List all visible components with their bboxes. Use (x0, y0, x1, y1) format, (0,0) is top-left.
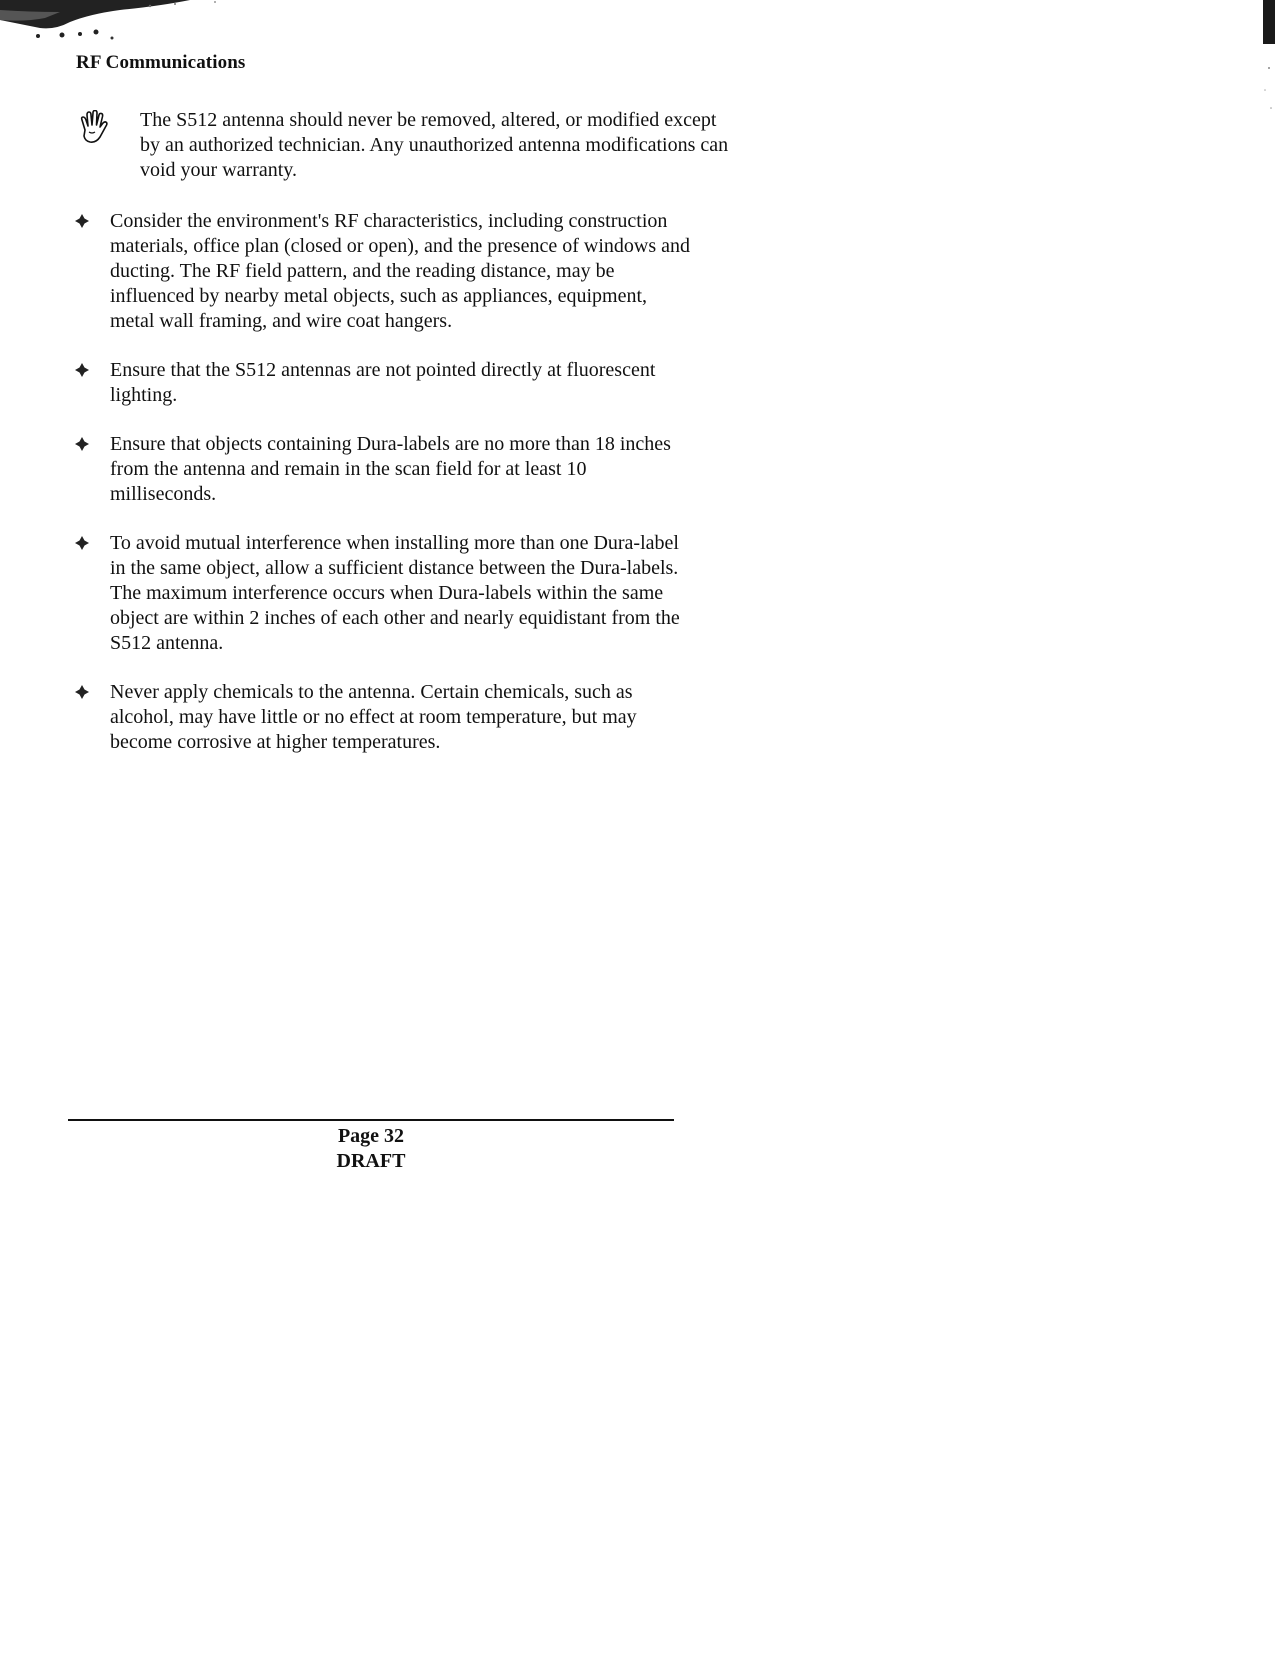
scan-edge-dots (1255, 60, 1275, 120)
footer-divider (68, 1119, 674, 1121)
diamond-bullet-icon (74, 362, 90, 378)
diamond-bullet-icon (74, 436, 90, 452)
page-number: Page 32 (337, 1125, 405, 1147)
list-item-text: Consider the environment's RF characteristics, including construction materials, office plan (closed or open), and the presence of windows and ducting. The RF field pattern, and the reading distance, may be influenced by nearby metal objects, such as appliances, equipment, metal wall framing, and wire coat hangers. (110, 210, 690, 332)
list-item (72, 432, 692, 507)
warning-note-text: The S512 antenna should never be removed, altered, or modified except by an authorized technician. Any unauthorized antenna modifications can void your warranty. (140, 109, 729, 181)
diamond-bullet-icon (74, 684, 90, 700)
list-item-text: Ensure that the S512 antennas are not pointed directly at fluorescent lighting. (110, 359, 656, 406)
list-item-text: Never apply chemicals to the antenna. Certain chemicals, such as alcohol, may have little or no effect at room temperature, but may become corrosive at higher temperatures. (110, 681, 637, 753)
scan-edge-mark (1263, 0, 1275, 44)
list-item (72, 531, 692, 656)
diamond-bullet-icon (74, 213, 90, 229)
list-item (72, 209, 692, 334)
hand-icon (76, 110, 110, 146)
scan-smudge (0, 0, 240, 50)
list-item (72, 358, 692, 408)
guidelines-list (72, 209, 692, 779)
diamond-bullet-icon (74, 535, 90, 551)
draft-label: DRAFT (336, 1150, 406, 1172)
list-item-text: Ensure that objects containing Dura-labels are no more than 18 inches from the antenna and remain in the scan field for at least 10 milliseconds. (110, 433, 671, 505)
section-header: RF Communications (76, 52, 246, 73)
list-item (72, 680, 692, 755)
page-footer (68, 1124, 674, 1174)
list-item-text: To avoid mutual interference when installing more than one Dura-label in the same object, allow a sufficient distance between the Dura-labels. The maximum interference occurs when Dura-labels within the same object are within 2 inches of each other and nearly equidistant from the S512 antenna. (110, 532, 680, 654)
